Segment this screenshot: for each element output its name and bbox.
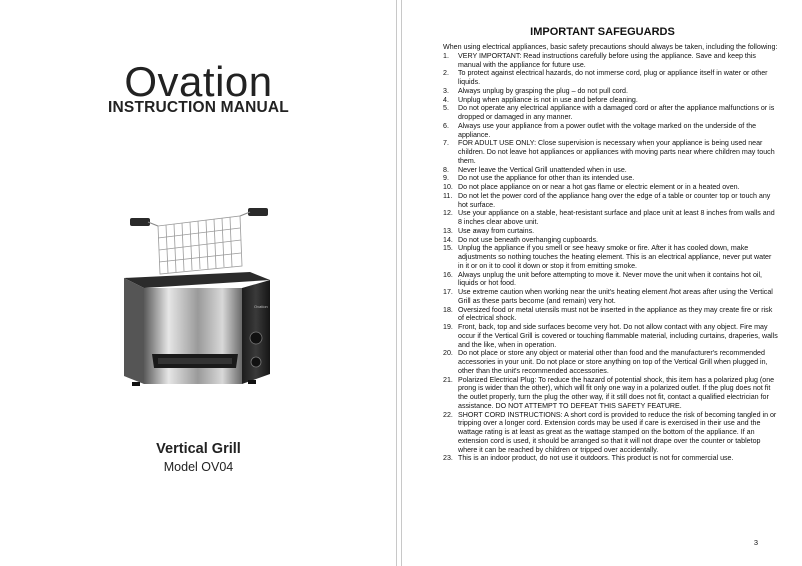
safeguard-text: Do not let the power cord of the appliance hang over the edge of a table or counter top or touch any hot surface. [458, 191, 771, 209]
safeguard-text: Always unplug by grasping the plug – do not pull cord. [458, 86, 628, 95]
safeguard-number: 5. [443, 104, 449, 113]
safeguard-number: 10. [443, 183, 453, 191]
safeguard-number: 13. [443, 226, 453, 235]
safeguard-item [443, 349, 778, 375]
safeguard-item [443, 96, 778, 105]
safeguard-item [443, 411, 778, 455]
safeguard-text: Unplug the appliance if you smell or see heavy smoke or fire. After it has cooled down, make adjustments so nothing touches the heating element. This is an electrical appliance, never put water in it or on it to cool it down or stop it from emitting smoke. [458, 244, 772, 270]
safeguard-number: 3. [443, 86, 449, 95]
safeguard-number: 9. [443, 174, 449, 183]
safeguard-number: 17. [443, 288, 453, 296]
safeguard-number: 16. [443, 270, 453, 279]
basket-handle-left [130, 218, 158, 226]
safeguard-item [443, 192, 778, 210]
safeguard-text: Do not use beneath overhanging cupboards. [458, 235, 599, 244]
product-name: Vertical Grill [156, 441, 241, 457]
safeguard-text: Use your appliance on a stable, heat-resistant surface and place unit at least 8 inches from walls and 8 inches clear above unit. [458, 209, 775, 226]
safeguard-item [443, 454, 778, 463]
cover-page [0, 0, 397, 566]
safeguard-list [443, 52, 778, 463]
safeguard-number: 11. [443, 191, 453, 200]
safeguard-item [443, 236, 778, 245]
section-heading: IMPORTANT SAFEGUARDS [530, 26, 675, 38]
safeguard-text: Do not place or store any object or material other than food and the manufacturer's recommended accessories in your unit. Do not place or store anything on top of the Vertical Grill when plugged in, other than the unit's recommended accessories. [458, 349, 768, 375]
safeguard-number: 21. [443, 375, 453, 384]
safeguard-text: Always unplug the unit before attempting to move it. Never move the unit when it contains hot oil, liquids or hot food. [458, 270, 763, 288]
safeguard-item [443, 376, 778, 411]
safeguard-number: 18. [443, 305, 453, 314]
safeguard-text: Do not use the appliance for other than its intended use. [458, 174, 635, 183]
safeguard-item [443, 323, 778, 349]
safeguard-number: 1. [443, 51, 449, 60]
product-model: Model OV04 [163, 460, 234, 474]
temperature-knob [251, 357, 261, 367]
safeguard-item [443, 271, 778, 289]
safeguard-text: Use away from curtains. [458, 226, 535, 235]
safeguard-text: Unplug when appliance is not in use and before cleaning. [458, 95, 638, 104]
safeguard-text: Use extreme caution when working near the unit's heating element /hot areas after using the Vertical Grill as these parts become (and remain) very hot. [458, 288, 773, 305]
safeguard-text: VERY IMPORTANT: Read instructions carefully before using the appliance. Save and keep this manual with the appliance for future use. [458, 51, 756, 69]
safeguard-text: SHORT CORD INSTRUCTIONS: A short cord is provided to reduce the risk of becoming tangled in or tripping over a longer cord. Extension cords may be used if care is exercised in their use and the wattage rating is at least as great as the wattage stamped on the bottom of the appliance. If an extension cord is used, it should be arranged so that it will not drape over the counter or tabletop where it can be reached by children or tripped over accidentally. [458, 410, 777, 454]
safeguard-text: Never leave the Vertical Grill unattended when in use. [458, 165, 627, 174]
safeguard-number: 20. [443, 349, 453, 358]
safeguards-body [443, 43, 778, 463]
safeguard-text: Oversized food or metal utensils must not be inserted in the appliance as they may create fire or risk of electrical shock. [458, 305, 773, 323]
safeguard-text: Front, back, top and side surfaces become very hot. Do not allow contact with any object. Fire may occur if the Vertical Grill is covered or touching flammable material, including curtains, draperies, walls and the like, when in operation. [458, 323, 778, 349]
safeguard-item [443, 52, 778, 70]
safeguard-number: 2. [443, 69, 449, 78]
safeguard-item [443, 288, 778, 306]
safeguard-item [443, 166, 778, 175]
unit-brand-label: Ovation [254, 304, 268, 309]
safeguard-text: Do not operate any electrical appliance with a damaged cord or after the appliance malfunctions or is dropped or damaged in any manner. [458, 104, 775, 121]
safeguard-item [443, 87, 778, 96]
safeguards-page [401, 0, 802, 566]
safeguard-number: 4. [443, 95, 449, 104]
safeguard-number: 22. [443, 410, 453, 419]
basket-handle-right [240, 208, 268, 216]
safeguard-number: 6. [443, 121, 449, 130]
safeguard-item [443, 306, 778, 324]
safeguard-item [443, 122, 778, 140]
safeguard-text: This is an indoor product, do not use it outdoors. This product is not for commercial use. [458, 454, 734, 463]
safeguard-item [443, 174, 778, 183]
safeguard-item [443, 244, 778, 270]
safeguard-text: Polarized Electrical Plug: To reduce the hazard of potential shock, this item has a polarized plug (one prong is wider than the other), which will fit only one way in a polarized outlet. If the plug does not fit the outlet properly, turn the plug the other way, if it still does not fit, contact a qualified electrician for assistance. DO NOT ATTEMPT TO DEFEAT THIS SAFETY FEATURE. [458, 375, 775, 410]
safeguard-item [443, 227, 778, 236]
wire-basket [158, 216, 242, 274]
safeguard-item [443, 183, 778, 192]
safeguard-number: 12. [443, 209, 453, 218]
safeguard-number: 19. [443, 323, 453, 331]
vertical-grill-image [118, 196, 280, 392]
safeguard-item [443, 139, 778, 165]
safeguard-number: 23. [443, 454, 453, 463]
timer-knob [250, 332, 262, 344]
intro-text: When using electrical appliances, basic safety precautions should always be taken, including the following: [443, 43, 778, 51]
brand-logo: Ovation [124, 58, 273, 105]
safeguard-number: 15. [443, 244, 453, 253]
page-number: 3 [753, 538, 758, 547]
safeguard-number: 8. [443, 165, 449, 174]
safeguard-text: FOR ADULT USE ONLY: Close supervision is necessary when your appliance is being used near children. Do not leave hot appliances or appliances with moving parts near where children may touch them. [458, 139, 775, 165]
safeguard-text: To protect against electrical hazards, do not immerse cord, plug or appliance itself in water or other liquids. [458, 69, 768, 86]
safeguard-text: Do not place appliance on or near a hot gas flame or electric element or in a heated oven. [458, 183, 740, 191]
safeguard-number: 7. [443, 139, 449, 148]
safeguard-item [443, 209, 778, 227]
safeguard-item [443, 104, 778, 122]
safeguard-item [443, 69, 778, 87]
safeguard-number: 14. [443, 235, 453, 244]
manual-title: INSTRUCTION MANUAL [108, 99, 289, 116]
safeguard-text: Always use your appliance from a power outlet with the voltage marked on the underside of the appliance. [458, 121, 757, 139]
